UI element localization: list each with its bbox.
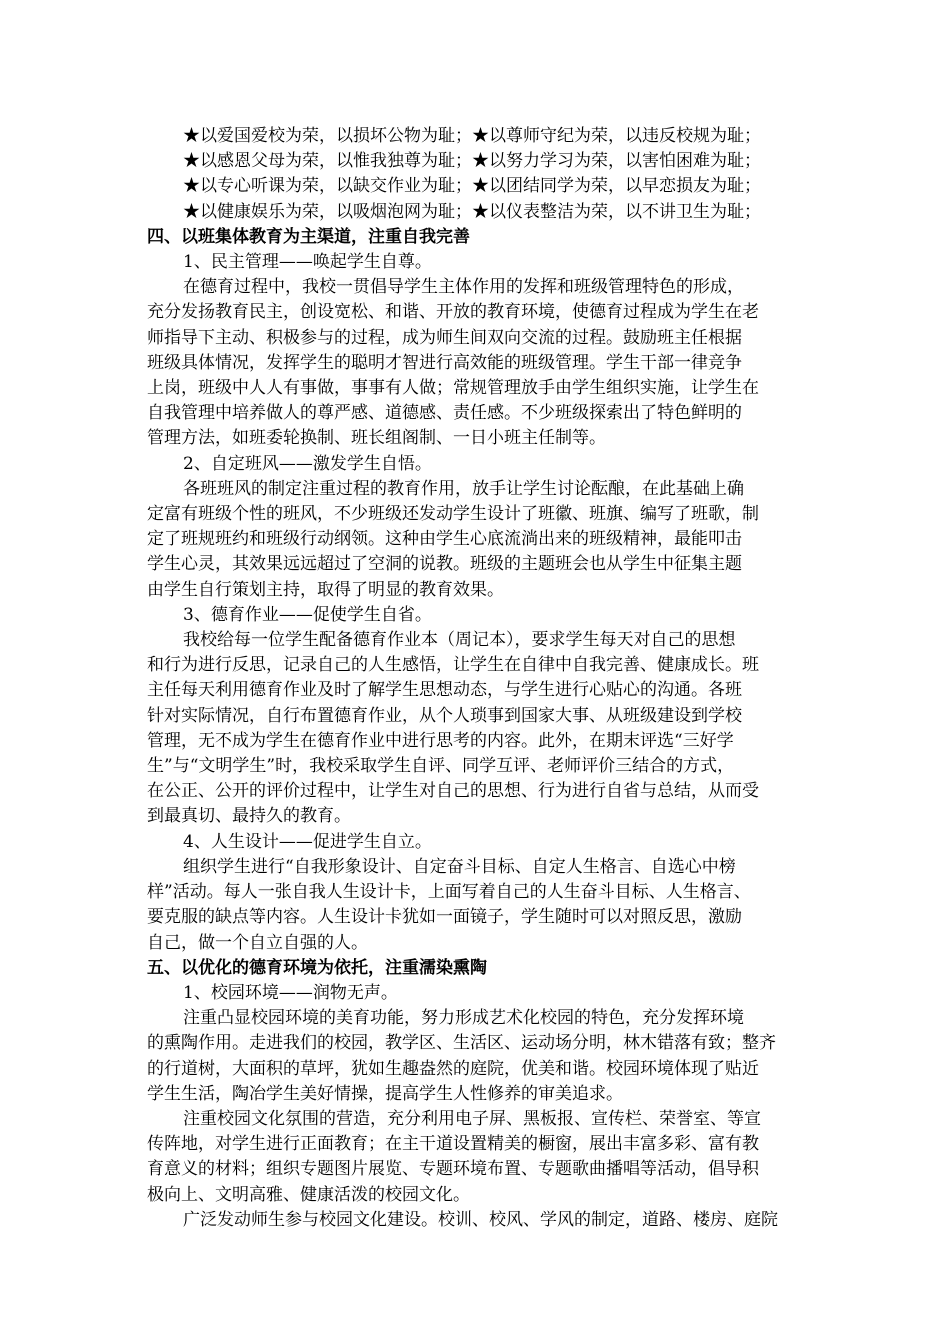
- paragraph: [147, 1107, 807, 1208]
- text-line: 的熏陶作用。走进我们的校园，教学区、生活区、运动场分明，林木错落有致；整齐: [147, 1033, 776, 1054]
- subsection-title: 1、校园环境——润物无声。: [183, 982, 398, 1003]
- paragraph: [147, 855, 807, 956]
- motto-line: ★以专心听课为荣，以缺交作业为耻；★以团结同学为荣，以早恋损友为耻；: [183, 176, 761, 197]
- text-line: 定了班规班约和班级行动纲领。这种由学生心底流淌出来的班级精神，最能叩击: [147, 529, 742, 550]
- text-line: 由学生自行策划主持，取得了明显的教育效果。: [147, 579, 504, 600]
- section-heading: 五、以优化的德育环境为依托，注重濡染熏陶: [147, 957, 487, 978]
- text-line: 自己，做一个自立自强的人。: [147, 932, 368, 953]
- motto-line: ★以健康娱乐为荣，以吸烟泡网为耻；★以仪表整洁为荣，以不讲卫生为耻；: [183, 201, 761, 222]
- paragraph: [147, 1208, 807, 1233]
- text-line: 在德育过程中，我校一贯倡导学生主体作用的发挥和班级管理特色的形成，: [183, 277, 744, 298]
- motto-line: ★以爱国爱校为荣，以损坏公物为耻；★以尊师守纪为荣，以违反校规为耻；: [183, 126, 761, 146]
- text-line: 广泛发动师生参与校园文化建设。校训、校风、学风的制定，道路、楼房、庭院: [183, 1209, 778, 1230]
- text-line: 注重凸显校园环境的美育功能，努力形成艺术化校园的特色，充分发挥环境: [183, 1008, 744, 1029]
- paragraph: [147, 628, 807, 830]
- text-line: 育意义的材料；组织专题图片展览、专题环境布置、专题歌曲播唱等活动，倡导积: [147, 1159, 759, 1180]
- text-line: 针对实际情况，自行布置德育作业，从个人琐事到国家大事、从班级建设到学校: [147, 705, 742, 726]
- text-line: 充分发扬教育民主，创设宽松、和谐、开放的教育环境，使德育过程成为学生在老: [147, 302, 759, 323]
- text-line: 到最真切、最持久的教育。: [147, 806, 351, 827]
- paragraph: [147, 275, 807, 451]
- subsection-title: 3、德育作业——促使学生自省。: [183, 604, 432, 625]
- text-line: 自我管理中培养做人的尊严感、道德感、责任感。不少班级探索出了特色鲜明的: [147, 403, 742, 424]
- motto-list: [147, 124, 807, 225]
- text-line: 生”与“文明学生”时，我校采取学生自评、同学互评、老师评价三结合的方式，: [147, 756, 735, 777]
- text-line: 上岗，班级中人人有事做，事事有人做；常规管理放手由学生组织实施，让学生在: [147, 378, 759, 399]
- document-page: [147, 124, 807, 1233]
- text-line: 注重校园文化氛围的营造，充分利用电子屏、黑板报、宣传栏、荣誉室、等宣: [183, 1108, 761, 1129]
- text-line: 学生生活，陶冶学生美好情操，提高学生人性修养的审美追求。: [147, 1083, 623, 1104]
- section-heading: 四、以班集体教育为主渠道，注重自我完善: [147, 226, 470, 247]
- text-line: 极向上、文明高雅、健康活泼的校园文化。: [147, 1184, 470, 1205]
- text-line: 管理方法，如班委轮换制、班长组阁制、一日小班主任制等。: [147, 428, 606, 449]
- text-line: 师指导下主动、积极参与的过程，成为师生间双向交流的过程。鼓励班主任根据: [147, 327, 742, 348]
- text-line: 组织学生进行“自我形象设计、自定奋斗目标、自定人生格言、自选心中榜: [183, 856, 736, 877]
- subsection-title: 1、民主管理——唤起学生自尊。: [183, 252, 432, 273]
- text-line: 和行为进行反思，记录自己的人生感悟，让学生在自律中自我完善、健康成长。班: [147, 655, 759, 676]
- paragraph: [147, 1006, 807, 1107]
- text-line: 定富有班级个性的班风，不少班级还发动学生设计了班徽、班旗、编写了班歌，制: [147, 504, 759, 525]
- subsection-title: 4、人生设计——促进学生自立。: [183, 831, 432, 852]
- text-line: 样”活动。每人一张自我人生设计卡，上面写着自己的人生奋斗目标、人生格言、: [147, 882, 751, 903]
- text-line: 各班班风的制定注重过程的教育作用，放手让学生讨论酝酿，在此基础上确: [183, 478, 744, 499]
- text-line: 在公正、公开的评价过程中，让学生对自己的思想、行为进行自省与总结，从而受: [147, 781, 759, 802]
- paragraph: [147, 477, 807, 603]
- text-line: 学生心灵，其效果远远超过了空洞的说教。班级的主题班会也从学生中征集主题: [147, 554, 742, 575]
- text-line: 主任每天利用德育作业及时了解学生思想动态，与学生进行心贴心的沟通。各班: [147, 680, 742, 701]
- motto-line: ★以感恩父母为荣，以惟我独尊为耻；★以努力学习为荣，以害怕困难为耻；: [183, 151, 761, 172]
- text-line: 传阵地，对学生进行正面教育；在主干道设置精美的橱窗，展出丰富多彩、富有教: [147, 1134, 759, 1155]
- text-line: 班级具体情况，发挥学生的聪明才智进行高效能的班级管理。学生干部一律竞争: [147, 352, 742, 373]
- text-line: 要克服的缺点等内容。人生设计卡犹如一面镜子，学生随时可以对照反思，激励: [147, 907, 742, 928]
- text-line: 管理，无不成为学生在德育作业中进行思考的内容。此外，在期末评选“三好学: [147, 730, 734, 751]
- text-line: 的行道树，大面积的草坪，犹如生趣盎然的庭院，优美和谐。校园环境体现了贴近: [147, 1058, 759, 1079]
- text-line: 我校给每一位学生配备德育作业本（周记本），要求学生每天对自己的思想: [183, 630, 736, 651]
- subsection-title: 2、自定班风——激发学生自悟。: [183, 453, 432, 474]
